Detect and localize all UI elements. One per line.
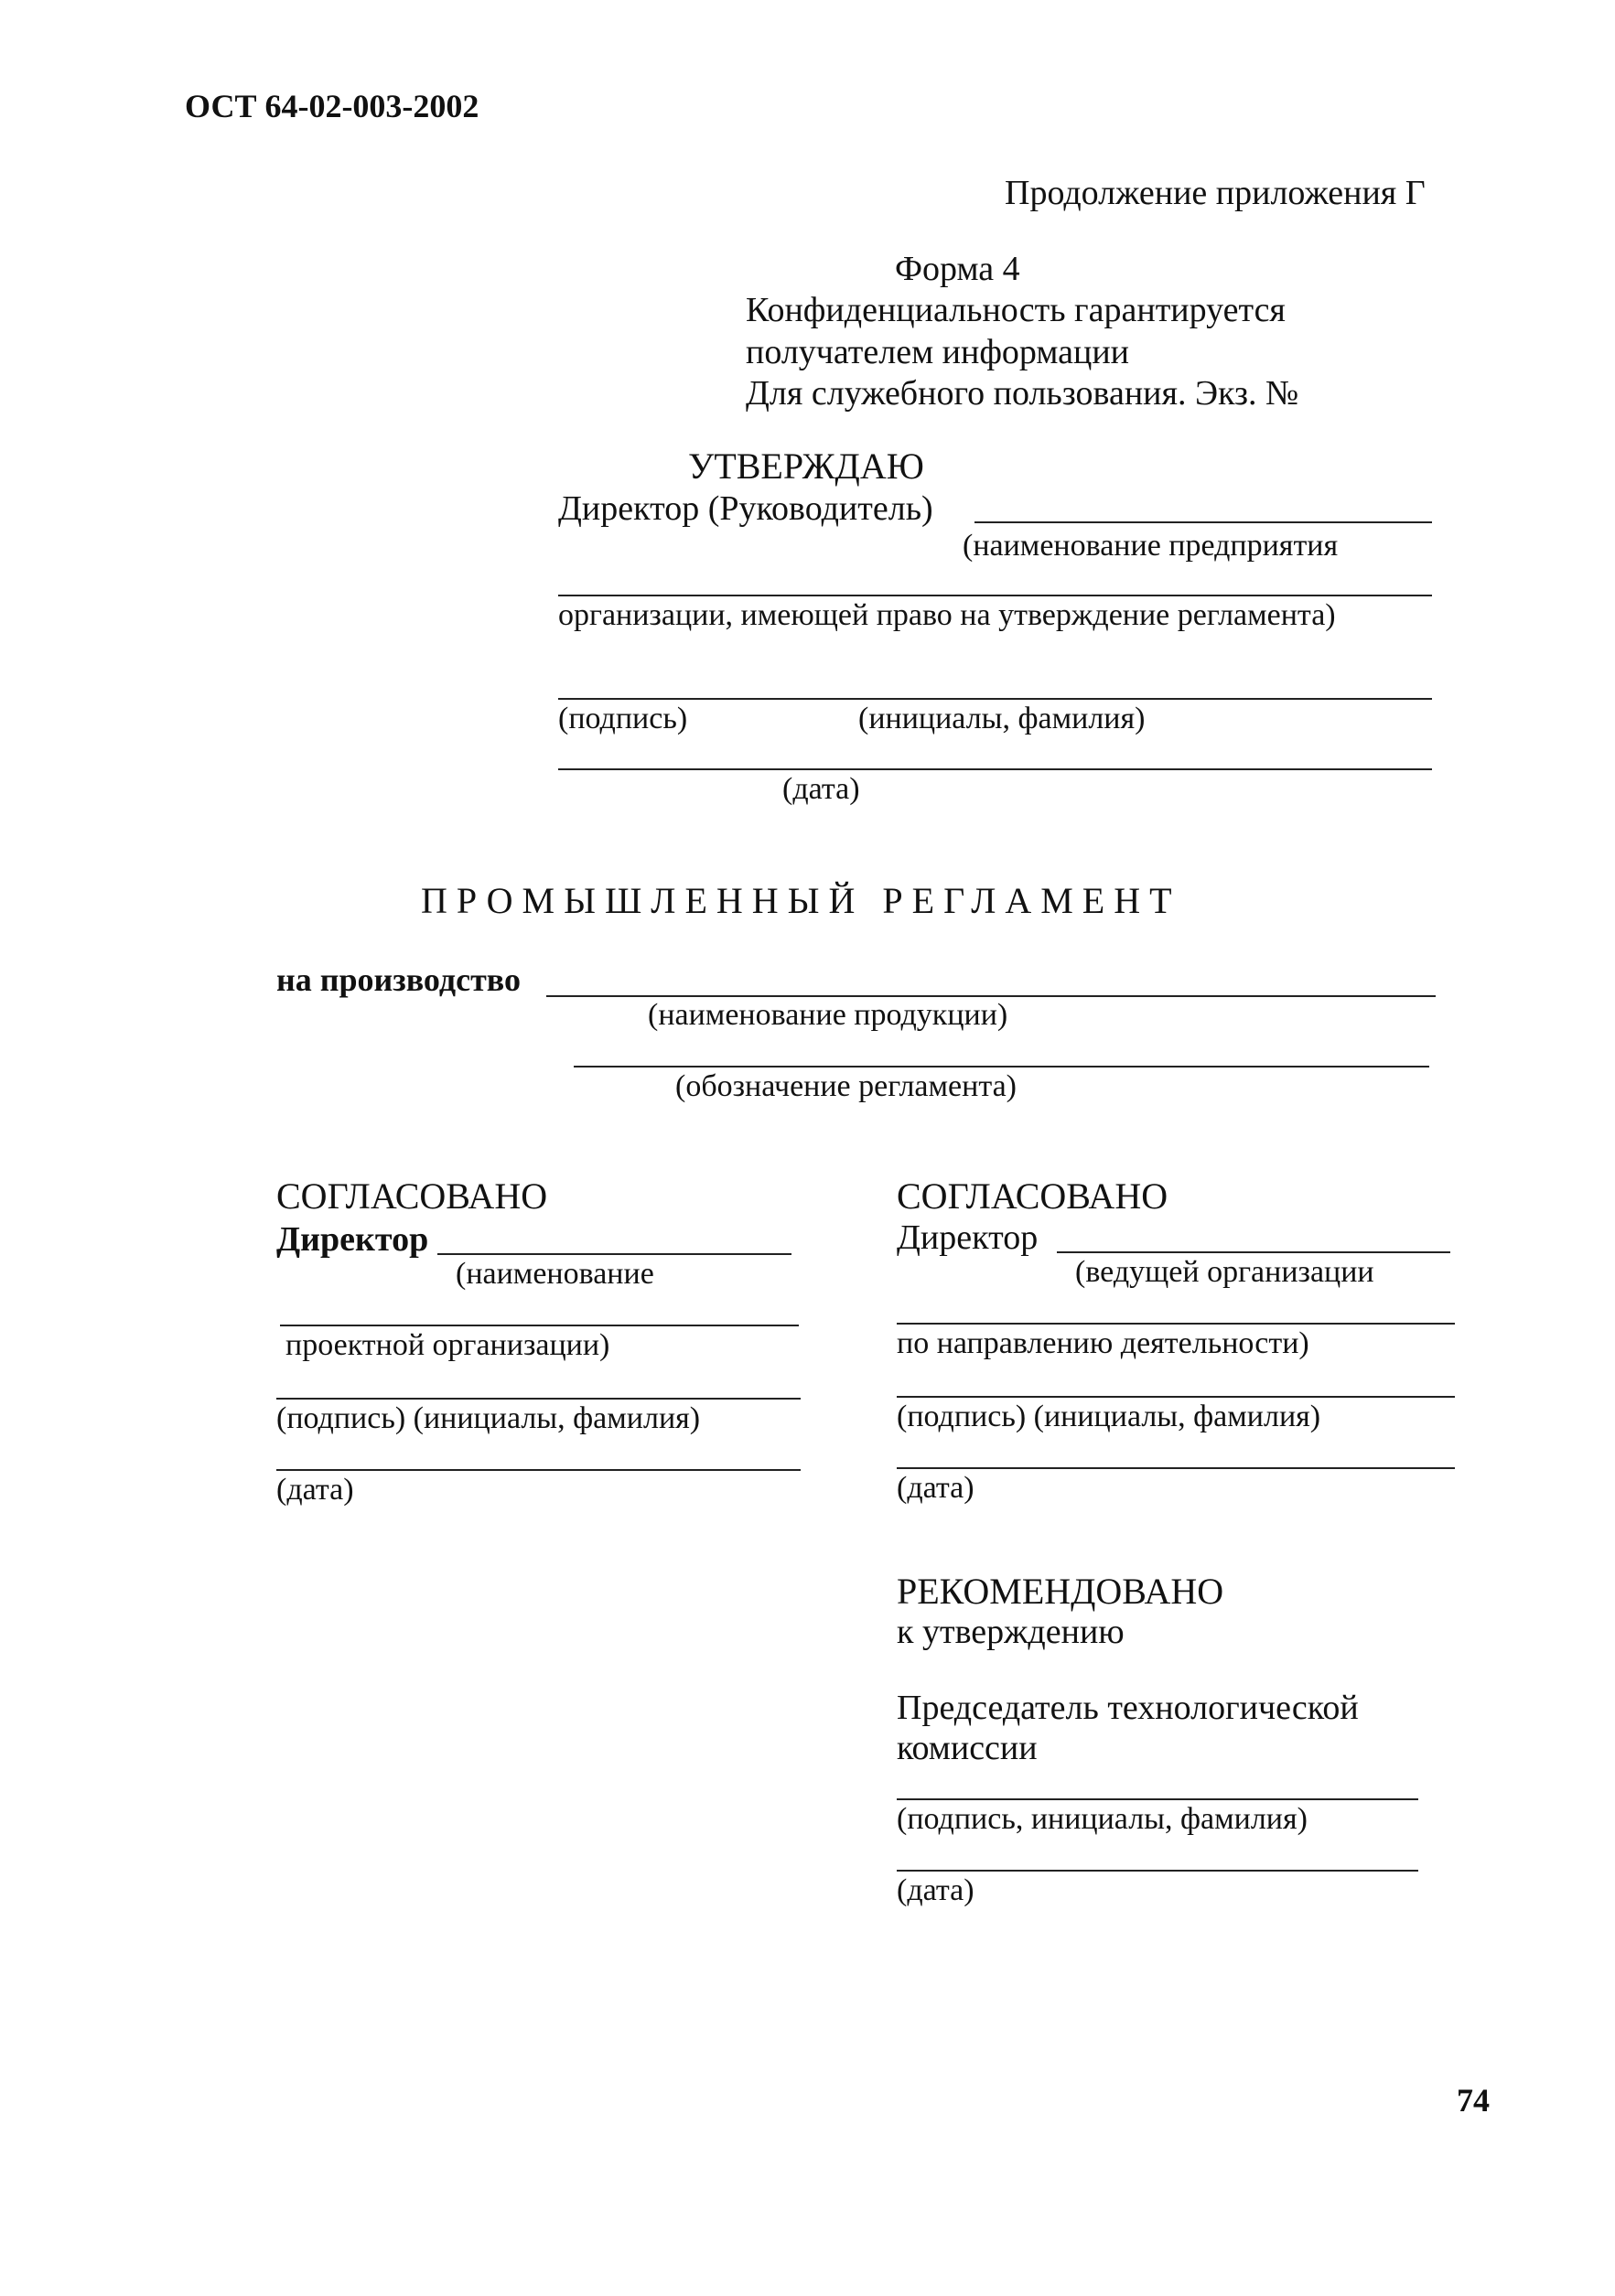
- approve-director-blank: [974, 521, 1432, 523]
- agreed-right-hint-date: (дата): [897, 1471, 974, 1505]
- approve-director-label: Директор (Руководитель): [558, 489, 933, 528]
- agreed-right-date-blank: [897, 1467, 1455, 1469]
- commission-chair-line-1: Председатель технологической: [897, 1689, 1359, 1727]
- recommended-signature-blank: [897, 1798, 1418, 1800]
- commission-chair-line-2: комиссии: [897, 1729, 1038, 1767]
- approve-hint-date: (дата): [782, 772, 860, 806]
- agreed-left-org-blank: [280, 1325, 799, 1326]
- agreed-left-hint-signature: (подпись) (инициалы, фамилия): [276, 1401, 701, 1435]
- regulation-designation-blank: [574, 1066, 1429, 1068]
- recommended-hint-signature: (подпись, инициалы, фамилия): [897, 1802, 1308, 1836]
- approve-hint-initials: (инициалы, фамилия): [858, 702, 1146, 735]
- recommended-date-blank: [897, 1870, 1418, 1872]
- agreed-left-hint-name: (наименование: [456, 1257, 654, 1291]
- form-number: Форма 4: [895, 250, 1020, 288]
- agreed-left-heading: СОГЛАСОВАНО: [276, 1175, 548, 1217]
- hint-regulation-designation: (обозначение регламента): [675, 1069, 1017, 1103]
- approve-heading: УТВЕРЖДАЮ: [688, 445, 924, 487]
- approve-hint-enterprise: (наименование предприятия: [963, 529, 1339, 563]
- agreed-left-hint-date: (дата): [276, 1473, 354, 1507]
- agreed-right-hint-name: (ведущей организации: [1075, 1255, 1374, 1289]
- agreed-left-director: Директор: [276, 1220, 429, 1259]
- recommended-heading: РЕКОМЕНДОВАНО: [897, 1571, 1224, 1612]
- agreed-right-hint-signature: (подпись) (инициалы, фамилия): [897, 1400, 1321, 1433]
- agreed-right-org-blank: [897, 1323, 1455, 1325]
- agreed-left-signature-blank: [276, 1398, 801, 1400]
- agreed-right-heading: СОГЛАСОВАНО: [897, 1175, 1168, 1217]
- recommended-subheading: к утверждению: [897, 1613, 1125, 1651]
- confidential-line-2: получателем информации: [746, 333, 1130, 371]
- agreed-right-director-blank: [1057, 1251, 1450, 1253]
- approve-date-blank: [558, 768, 1432, 770]
- agreed-left-date-blank: [276, 1469, 801, 1471]
- agreed-right-hint-org: по направлению деятельности): [897, 1326, 1309, 1360]
- confidential-line-1: Конфиденциальность гарантируется: [746, 291, 1286, 329]
- recommended-hint-date: (дата): [897, 1873, 974, 1907]
- agreed-left-hint-org: проектной организации): [285, 1328, 610, 1362]
- appendix-continuation: Продолжение приложения Г: [1005, 174, 1426, 212]
- agreed-left-director-blank: [437, 1253, 791, 1255]
- product-name-blank: [546, 995, 1436, 997]
- approve-org-blank: [558, 595, 1432, 596]
- agreed-right-signature-blank: [897, 1396, 1455, 1398]
- document-title: ПРОМЫШЛЕННЫЙ РЕГЛАМЕНТ: [421, 880, 1181, 921]
- approve-hint-organization: организации, имеющей право на утверждение регламента): [558, 598, 1336, 632]
- approve-signature-blank: [558, 698, 1432, 700]
- approve-hint-signature: (подпись): [558, 702, 688, 735]
- restricted-use-note: Для служебного пользования. Экз. №: [746, 374, 1299, 413]
- page-number: 74: [1457, 2082, 1490, 2119]
- agreed-right-director: Директор: [897, 1218, 1039, 1257]
- production-label: на производство: [276, 961, 521, 998]
- hint-product-name: (наименование продукции): [648, 998, 1008, 1032]
- document-code: ОСТ 64-02-003-2002: [185, 88, 479, 124]
